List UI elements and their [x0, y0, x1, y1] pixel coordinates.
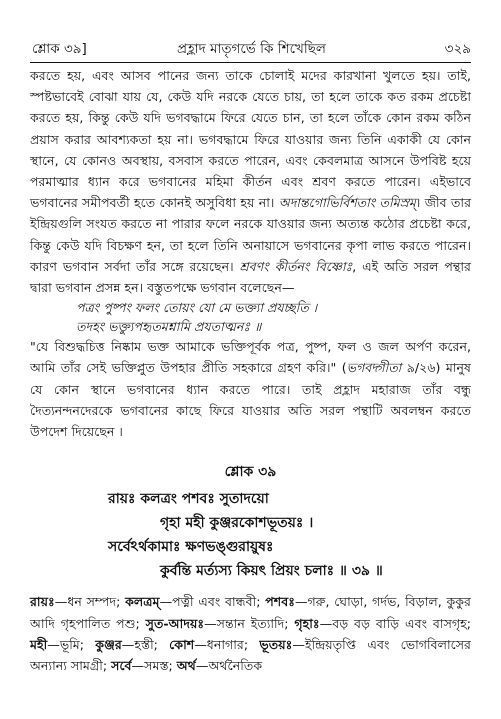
inline-verse-line: পত্রং পুষ্পং ফলং তোয়ং যো মে ভক্ত্যা প্রযচ্ছতি । — [76, 300, 318, 316]
sanskrit-quote: অদান্তগোভির্বিশতাং তমিস্রম্ — [278, 195, 416, 211]
gloss-word: সর্বে — [111, 658, 132, 674]
gloss-word: পশবঃ — [265, 594, 295, 610]
gloss-word: কলত্রম্ — [125, 594, 160, 610]
sloka-line: গৃহা মহী কুঞ্জরকোশভূতয়ঃ । — [160, 515, 314, 532]
paragraph-text: । জীব তার ইন্দ্রিয়গুলি সংযত করতে না পারার ফলে নরকে যাওয়ার জন্য অত্যন্ত কঠোর প্রচেষ্টা করে, কিন্তু কেউ যদি বিচক্ষণ হন, তা হলে তিনি অনায়াসে ভগবানের কৃপা লাভ করতে পারেন। কারণ ভগবান সর্বদা তাঁর সঙ্গে রয়েছেন। — [30, 195, 472, 274]
gloss-meaning: —পত্নী এবং বান্ধবী; — [159, 594, 266, 610]
word-for-word-gloss — [30, 591, 471, 676]
gloss-meaning: —সমস্ত; — [131, 658, 177, 674]
gloss-word: মহী — [30, 636, 48, 652]
gloss-word: কোশ — [169, 636, 195, 652]
page-body — [30, 65, 471, 676]
sloka-line: রায়ঃ কলত্রং পশবঃ সুতাদয়ো — [108, 491, 269, 508]
page-header — [32, 38, 471, 60]
section-gap — [30, 442, 471, 456]
paragraph-text: করতে হয়, এবং আসব পানের জন্য তাকে চোলাই মদের কারখানা খুলতে হয়। তাই, স্পষ্টভাবেই বোঝা যায় যে, কেউ যদি নরকে যেতে চায়, তা হলে তাকে কত রকম প্রচেষ্টা করতে হয়, কিন্তু কেউ যদি ভগবদ্ধামে ফিরে যেতে চান, তা হলে তাঁকে কোন রকম কঠিন প্রয়াস করার আবশ্যকতা হয় না। ভগবদ্ধামে ফিরে যাওয়ার জন্য তিনি একাকী যে কোন স্থানে, যে কোনও অবস্থায়, বসবাস করতে পারেন, এবং কেবলমাত্র আসনে উপবিষ্ট হয়ে পরমাত্মার ধ্যান করে ভগবানের মহিমা কীর্তন এবং শ্রবণ করতে পারেন। এইভাবে ভগবানের সমীপবর্তী হতে কোনই অসুবিধা হয় না। — [30, 68, 471, 211]
gloss-word: কুঞ্জর — [95, 636, 122, 652]
gloss-word: সুত-আদয়ঃ — [145, 615, 205, 631]
header-verse-ref: শ্লোক ৩৯] — [32, 41, 87, 57]
gloss-meaning: —ভূমি; — [47, 636, 96, 652]
gloss-meaning: —সন্তান ইত্যাদি; — [204, 615, 295, 631]
sloka-line: কুর্বন্তি মর্ত্যস্য কিয়ৎ প্রিয়ং চলাঃ ॥ ৩৯ ॥ — [160, 563, 383, 580]
gloss-word: রায়ঃ — [30, 594, 55, 610]
paragraph-text: "যে বিশুদ্ধচিত্ত নিষ্কাম ভক্ত আমাকে ভক্তিপূর্বক পত্র, পুষ্প, ফল ও জল অর্পণ করেন, আমি তাঁর সেই ভক্তিপ্লুত উপহার প্রীতি সহকারে গ্রহণ করি।" ( — [30, 339, 471, 376]
sloka-title: শ্লোক ৩৯ — [224, 464, 277, 481]
gloss-word: অর্থ — [176, 658, 196, 674]
gloss-meaning: —হস্তী; — [121, 636, 170, 652]
purport-paragraph-2 — [30, 336, 471, 442]
gloss-meaning: —ধন সম্পদ; — [54, 594, 126, 610]
header-rule — [30, 62, 471, 63]
purport-paragraph-1 — [30, 65, 471, 298]
scripture-reference: ভগবদ্গীতা — [346, 360, 402, 376]
header-page-number: ৩২৯ — [444, 41, 471, 57]
gloss-meaning: —গরু, ঘোড়া, গর্দভ, বিড়াল, কুকুর আদি গৃহপালিত পশু; — [30, 594, 471, 631]
gloss-meaning: —অর্থনৈতিক — [195, 658, 263, 674]
sanskrit-quote: শ্রবণং কীর্তনং বিষ্ণোঃ — [239, 258, 353, 274]
paragraph-text: ৯/২৬) মানুষ যে কোন স্থানে ভগবানের ধ্যান করতে পারে। তাই প্রহ্লাদ মহারাজ তাঁর বন্ধু দৈত্যনন্দনদেরকে ভগবানের কাছে ফিরে যাওয়ার অতি সরল পন্থাটি অবলম্বন করতে উপদেশ দিয়েছেন । — [30, 360, 471, 440]
inline-verse-line: তদহং ভক্ত্যুপহৃতমশ্নামি প্রযতাত্মনঃ ॥ — [76, 319, 262, 335]
gloss-word: গৃহাঃ — [294, 615, 320, 631]
gloss-word: ভূতয়ঃ — [259, 636, 293, 652]
sloka-line: সর্বেঽর্থকামাঃ ক্ষণভঙ্গুরায়ুষঃ — [108, 539, 274, 556]
gloss-meaning: —বড় বড় বাড়ি এবং বাসগৃহ; — [319, 615, 471, 631]
gloss-meaning: —ধনাগার; — [194, 636, 260, 652]
paragraph-text: , এই অতি সরল পন্থার দ্বারা ভগবান প্রসন্ন হন। বস্তুতপক্ষে ভগবান বলেছেন— — [30, 258, 471, 296]
gloss-meaning: —ইন্দ্রিয়তৃপ্তি এবং ভোগবিলাসের অন্যান্য সামগ্রী; — [30, 636, 471, 674]
header-chapter-title: প্রহ্লাদ মাতৃগর্ভে কি শিখেছিল — [177, 41, 326, 57]
